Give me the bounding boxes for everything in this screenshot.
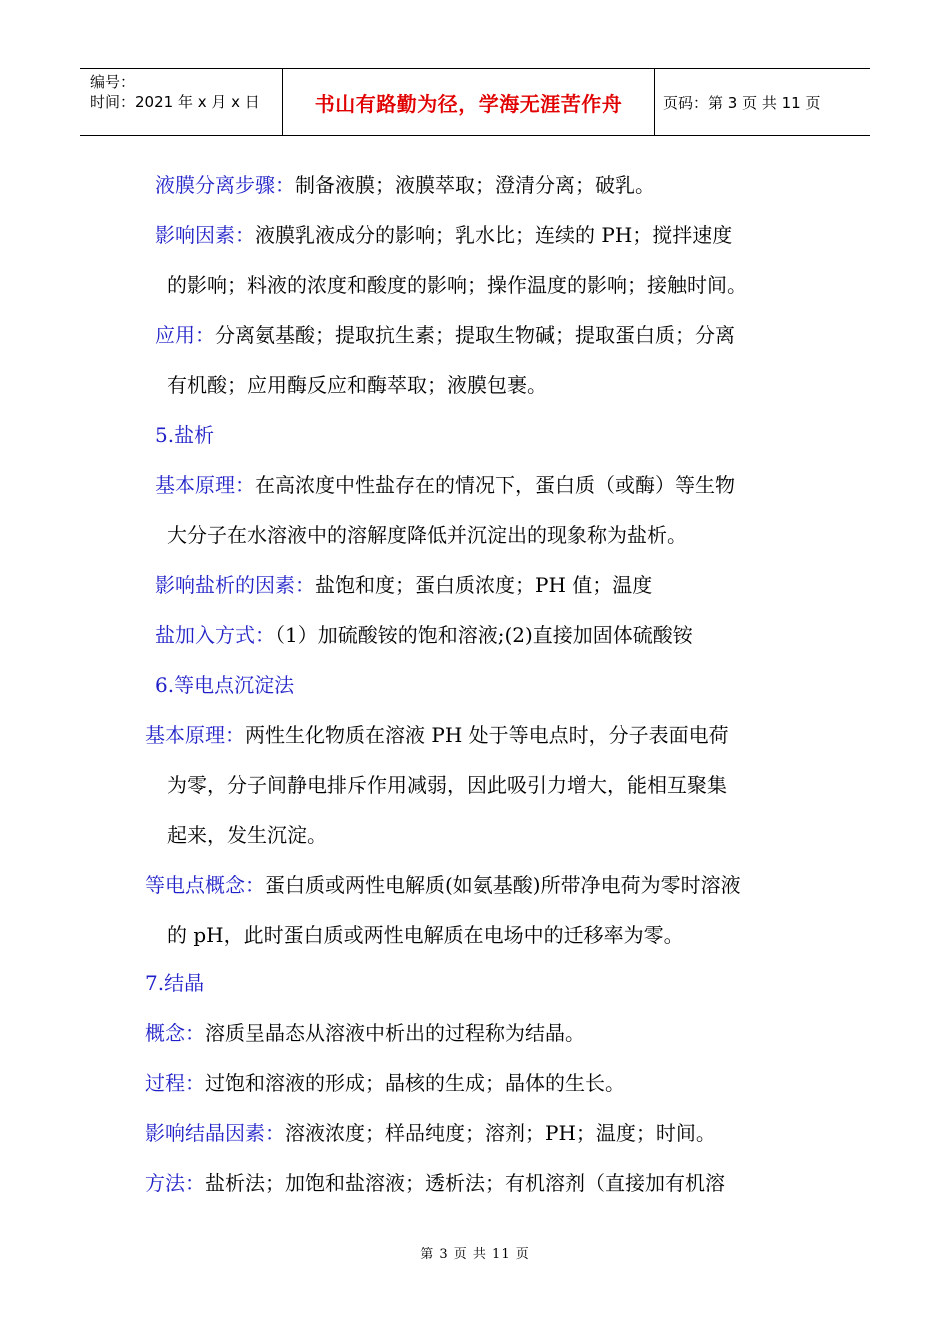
term-label: 影响结晶因素： xyxy=(145,1121,285,1145)
page-footer: 第 3 页 共 11 页 xyxy=(420,1247,530,1262)
paragraph-text: 两性生化物质在溶液 PH 处于等电点时，分子表面电荷 xyxy=(245,723,729,747)
paragraph-text: 起来，发生沉淀。 xyxy=(167,823,327,847)
paragraph-text: 的影响；料液的浓度和酸度的影响；操作温度的影响；接触时间。 xyxy=(167,273,747,297)
page-header xyxy=(80,68,870,136)
header-motto: 书山有路勤为径，学海无涯苦作舟 xyxy=(283,69,655,135)
term-label: 液膜分离步骤： xyxy=(155,173,295,197)
term-label: 过程： xyxy=(145,1071,205,1095)
paragraph-text: 为零，分子间静电排斥作用减弱，因此吸引力增大，能相互聚集 xyxy=(167,773,727,797)
paragraph-text: 溶液浓度；样品纯度；溶剂；PH；温度；时间。 xyxy=(285,1121,716,1145)
term-label: 方法： xyxy=(145,1171,205,1195)
document-date: 时间：2021 年 x 月 x 日 xyxy=(90,93,260,111)
paragraph-crystal-methods xyxy=(145,1158,815,1208)
paragraph-text: 有机酸；应用酶反应和酶萃取；液膜包裹。 xyxy=(167,373,547,397)
paragraph-isoelectric-concept xyxy=(145,860,815,960)
paragraph-separation-steps xyxy=(155,160,815,210)
term-label: 应用： xyxy=(155,323,215,347)
term-label: 影响盐析的因素： xyxy=(155,573,315,597)
term-label: 概念： xyxy=(145,1021,205,1045)
term-label: 基本原理： xyxy=(155,473,255,497)
paragraph-influencing-factors xyxy=(155,210,815,310)
paragraph-crystal-process xyxy=(145,1058,815,1108)
term-label: 影响因素： xyxy=(155,223,255,247)
paragraph-text: （1）加硫酸铵的饱和溶液;(2)直接加固体硫酸铵 xyxy=(275,623,693,647)
header-page-info: 页码：第 3 页 共 11 页 xyxy=(663,93,821,112)
document-number: 编号： xyxy=(90,73,136,91)
paragraph-crystal-factors xyxy=(145,1108,815,1158)
section-heading-crystallization: 7.结晶 xyxy=(145,971,205,995)
term-label: 等电点概念： xyxy=(145,873,265,897)
paragraph-crystal-concept xyxy=(145,1008,815,1058)
paragraph-text: 液膜乳液成分的影响；乳水比；连续的 PH；搅拌速度 xyxy=(255,223,733,247)
term-label: 基本原理： xyxy=(145,723,245,747)
paragraph-text: 溶质呈晶态从溶液中析出的过程称为结晶。 xyxy=(205,1021,585,1045)
paragraph-text: 盐饱和度；蛋白质浓度；PH 值；温度 xyxy=(315,573,653,597)
section-heading-salting-out: 5.盐析 xyxy=(155,423,215,447)
paragraph-isoelectric-principle xyxy=(145,710,815,860)
paragraph-text: 制备液膜；液膜萃取；澄清分离；破乳。 xyxy=(295,173,655,197)
paragraph-text: 的 pH，此时蛋白质或两性电解质在电场中的迁移率为零。 xyxy=(167,923,684,947)
paragraph-salting-factors xyxy=(155,560,815,610)
paragraph-text: 分离氨基酸；提取抗生素；提取生物碱；提取蛋白质；分离 xyxy=(215,323,735,347)
paragraph-salting-principle xyxy=(155,460,815,560)
header-meta xyxy=(80,69,283,135)
paragraph-salt-addition xyxy=(155,610,815,660)
paragraph-applications xyxy=(155,310,815,410)
paragraph-text: 大分子在水溶液中的溶解度降低并沉淀出的现象称为盐析。 xyxy=(167,523,687,547)
paragraph-text: 盐析法；加饱和盐溶液；透析法；有机溶剂（直接加有机溶 xyxy=(205,1171,725,1195)
paragraph-text: 蛋白质或两性电解质(如氨基酸)所带净电荷为零时溶液 xyxy=(265,873,741,897)
paragraph-text: 过饱和溶液的形成；晶核的生成；晶体的生长。 xyxy=(205,1071,625,1095)
section-heading-isoelectric: 6.等电点沉淀法 xyxy=(155,673,295,697)
term-label: 盐加入方式： xyxy=(155,623,275,647)
paragraph-text: 在高浓度中性盐存在的情况下，蛋白质（或酶）等生物 xyxy=(255,473,735,497)
